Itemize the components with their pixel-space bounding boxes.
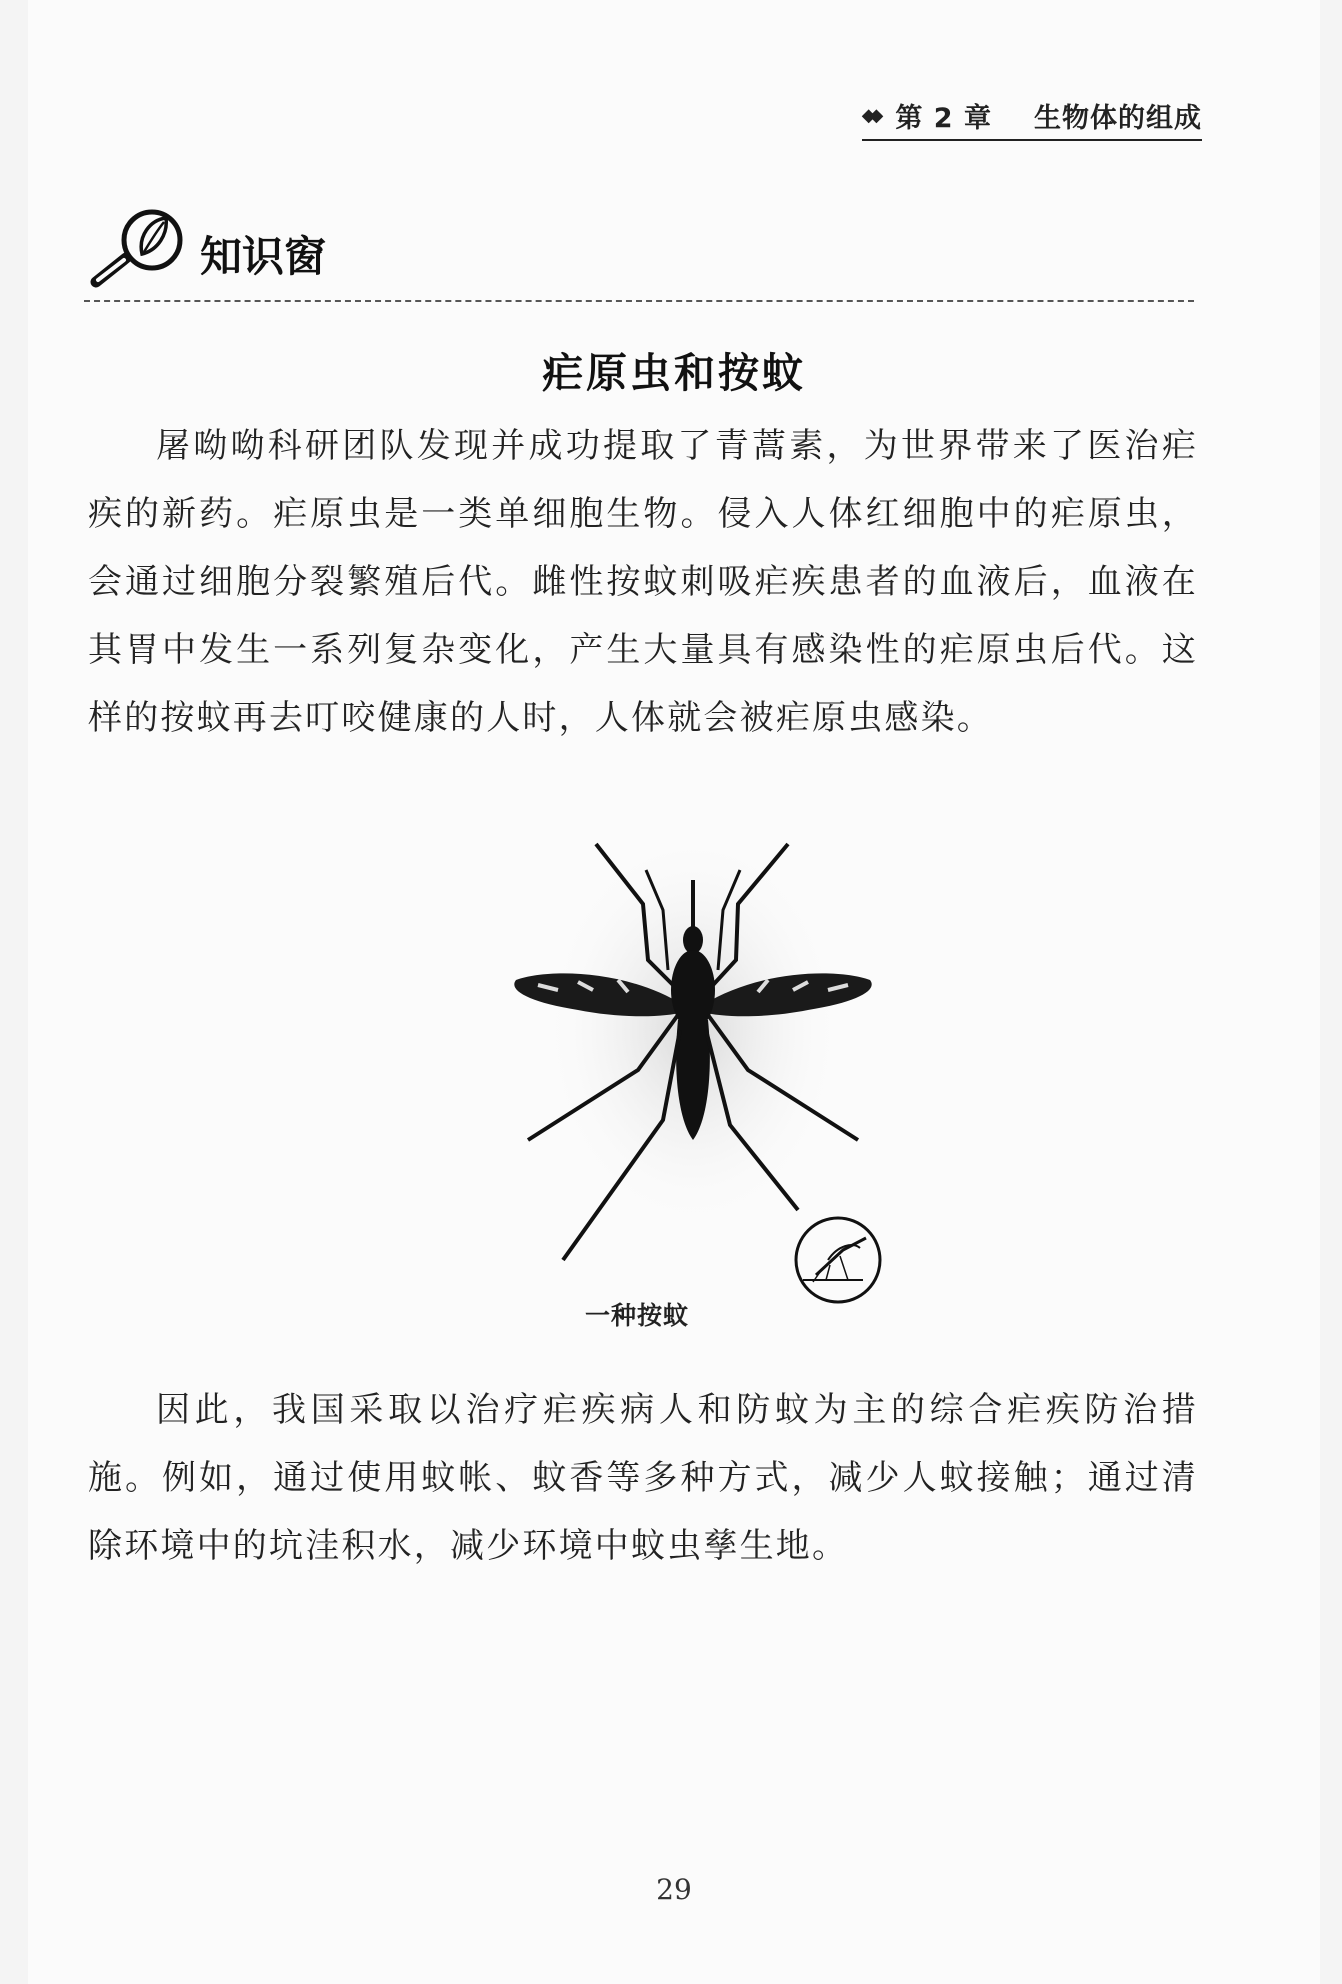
paragraph-2: 因此，我国采取以治疗疟疾病人和防蚊为主的综合疟疾防治措施。例如，通过使用蚊帐、蚊香等多种方式，减少人蚊接触；通过清除环境中的坑洼积水，减少环境中蚊虫孳生地。 xyxy=(88,1390,1198,1566)
magnifier-leaf-icon xyxy=(88,200,198,295)
section-label: 知识窗 xyxy=(200,231,327,281)
chapter-number: 第 2 章 xyxy=(895,103,992,134)
page xyxy=(28,0,1320,1984)
divider xyxy=(84,300,1194,302)
running-header xyxy=(862,96,1202,141)
article-title: 疟原虫和按蚊 xyxy=(542,349,806,397)
chapter-title: 生物体的组成 xyxy=(1034,103,1202,134)
mosquito-figure xyxy=(468,840,888,1340)
anopheles-mosquito-image xyxy=(468,840,888,1340)
diamond-icon: ◆◆ xyxy=(861,105,878,126)
figure-caption: 一种按蚊 xyxy=(585,1301,690,1330)
paragraph-1: 屠呦呦科研团队发现并成功提取了青蒿素，为世界带来了医治疟疾的新药。疟原虫是一类单细胞生物。侵入人体红细胞中的疟原虫，会通过细胞分裂繁殖后代。雌性按蚊刺吸疟疾患者的血液后，血液在其胃中发生一系列复杂变化，产生大量具有感染性的疟原虫后代。这样的按蚊再去叮咬健康的人时，人体就会被疟原虫感染。 xyxy=(88,426,1198,738)
knowledge-window-heading xyxy=(88,200,326,295)
page-number: 29 xyxy=(656,1873,692,1906)
